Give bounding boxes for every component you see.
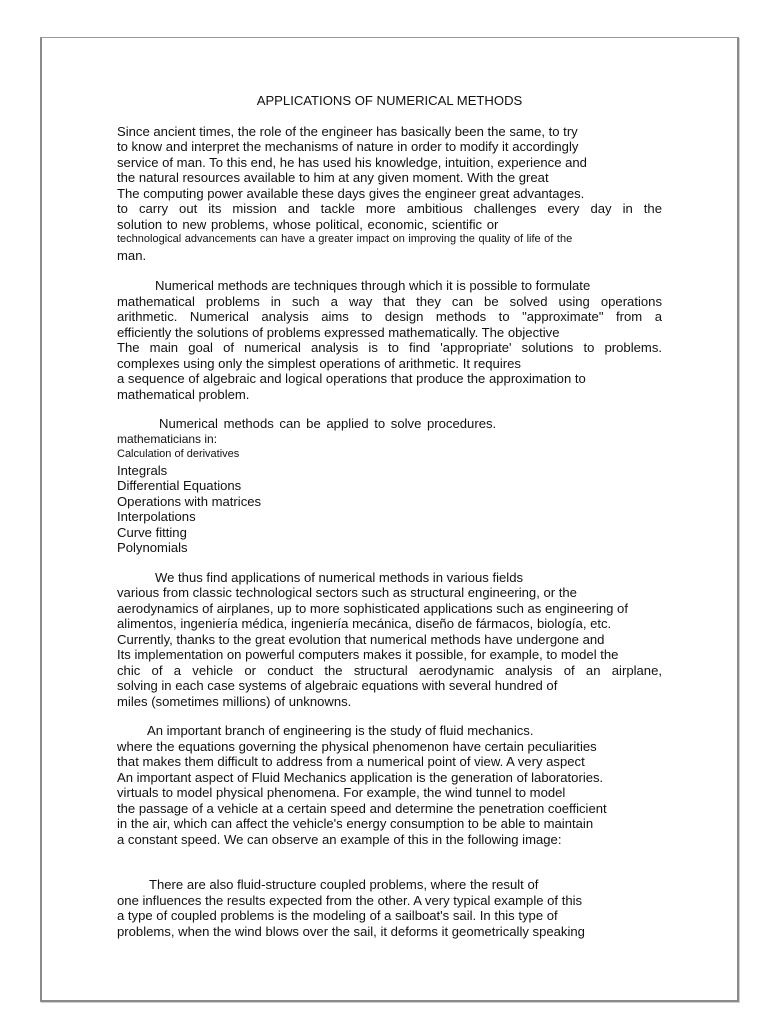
paragraph-line: There are also fluid-structure coupled problems, where the result of — [149, 877, 539, 892]
paragraph-line: Numerical methods are techniques through which it is possible to formulate — [155, 278, 591, 293]
paragraph-line: An important branch of engineering is the study of fluid mechanics. — [147, 723, 534, 738]
paragraph-line: The main goal of numerical analysis is to find 'appropriate' solutions to problems. — [117, 340, 662, 355]
paragraph-line: efficiently the solutions of problems expressed mathematically. The objective — [117, 324, 560, 340]
paragraph-2 — [117, 278, 662, 402]
paragraph-line: Numerical methods can be applied to solve procedures. — [159, 416, 497, 431]
paragraph-line: aerodynamics of airplanes, up to more sophisticated applications such as engineering of — [117, 600, 628, 616]
paragraph-6 — [117, 877, 662, 939]
paragraph-line: solution to new problems, whose political, economic, scientific or — [117, 216, 499, 232]
paragraph-line: alimentos, ingeniería médica, ingeniería mecánica, diseño de fármacos, biología, etc. — [117, 616, 612, 631]
paragraph-3 — [117, 416, 662, 556]
document-content — [117, 93, 662, 939]
list-item: Interpolations — [117, 509, 196, 524]
list-item: Integrals — [117, 462, 168, 478]
paragraph-line: various from classic technological sectors such as structural engineering, or the — [117, 585, 577, 600]
paragraph-line: the natural resources available to him at any given moment. With the great — [117, 170, 549, 185]
paragraph-line: to know and interpret the mechanisms of nature in order to modify it accordingly — [117, 139, 579, 154]
paragraph-line: mathematical problems in such a way that they can be solved using operations — [117, 293, 662, 309]
paragraph-line: technological advancements can have a greater impact on improving the quality of life of the — [117, 233, 573, 245]
paragraph-line: in the air, which can affect the vehicle's energy consumption to be able to maintain — [117, 816, 594, 831]
paragraph-line: the passage of a vehicle at a certain speed and determine the penetration coefficient — [117, 800, 607, 816]
list-item: Differential Equations — [117, 478, 242, 493]
paragraph-line: The computing power available these days gives the engineer great advantages. — [117, 185, 585, 201]
paragraph-line: to carry out its mission and tackle more ambitious challenges every day in the — [117, 201, 662, 216]
paragraph-line: one influences the results expected from the other. A very typical example of this — [117, 892, 583, 908]
paragraph-line: solving in each case systems of algebraic equations with several hundred of — [117, 678, 558, 693]
paragraph-line: man. — [117, 247, 147, 263]
paragraph-line: mathematicians in: — [117, 431, 218, 446]
paragraph-line: where the equations governing the physical phenomenon have certain peculiarities — [117, 738, 597, 754]
paragraph-line: miles (sometimes millions) of unknowns. — [117, 693, 352, 709]
paragraph-line: chic of a vehicle or conduct the structural aerodynamic analysis of an airplane, — [117, 662, 662, 678]
paragraph-line: Calculation of derivatives — [117, 448, 240, 460]
page-title: APPLICATIONS OF NUMERICAL METHODS — [256, 93, 523, 108]
paragraph-line: An important aspect of Fluid Mechanics application is the generation of laboratories. — [117, 769, 604, 785]
paragraph-line: mathematical problem. — [117, 386, 250, 402]
list-item: Curve fitting — [117, 524, 187, 540]
paragraph-line: We thus find applications of numerical methods in various fields — [155, 569, 524, 585]
list-item: Polynomials — [117, 540, 188, 555]
paragraph-line: service of man. To this end, he has used his knowledge, intuition, experience and — [117, 154, 587, 170]
paragraph-line: a sequence of algebraic and logical operations that produce the approximation to — [117, 371, 586, 386]
paragraph-line: problems, when the wind blows over the sail, it deforms it geometrically speaking — [117, 923, 585, 939]
paragraph-line: Since ancient times, the role of the engineer has basically been the same, to try — [117, 123, 578, 139]
paragraph-line: a type of coupled problems is the modeling of a sailboat's sail. In this type of — [117, 908, 558, 923]
paragraph-5 — [117, 723, 662, 847]
paragraph-line: Currently, thanks to the great evolution that numerical methods have undergone and — [117, 631, 605, 647]
paragraph-line: complexes using only the simplest operations of arithmetic. It requires — [117, 355, 521, 371]
paragraph-1 — [117, 124, 662, 264]
methods-list — [117, 463, 662, 556]
paragraph-line: Its implementation on powerful computers makes it possible, for example, to model the — [117, 647, 619, 662]
paragraph-line: arithmetic. Numerical analysis aims to design methods to "approximate" from a — [117, 309, 662, 324]
list-item: Operations with matrices — [117, 493, 262, 509]
paragraph-line: that makes them difficult to address from a numerical point of view. A very aspect — [117, 754, 585, 769]
paragraph-line: virtuals to model physical phenomena. For example, the wind tunnel to model — [117, 785, 566, 800]
paragraph-line: a constant speed. We can observe an example of this in the following image: — [117, 831, 562, 847]
paragraph-4 — [117, 570, 662, 710]
